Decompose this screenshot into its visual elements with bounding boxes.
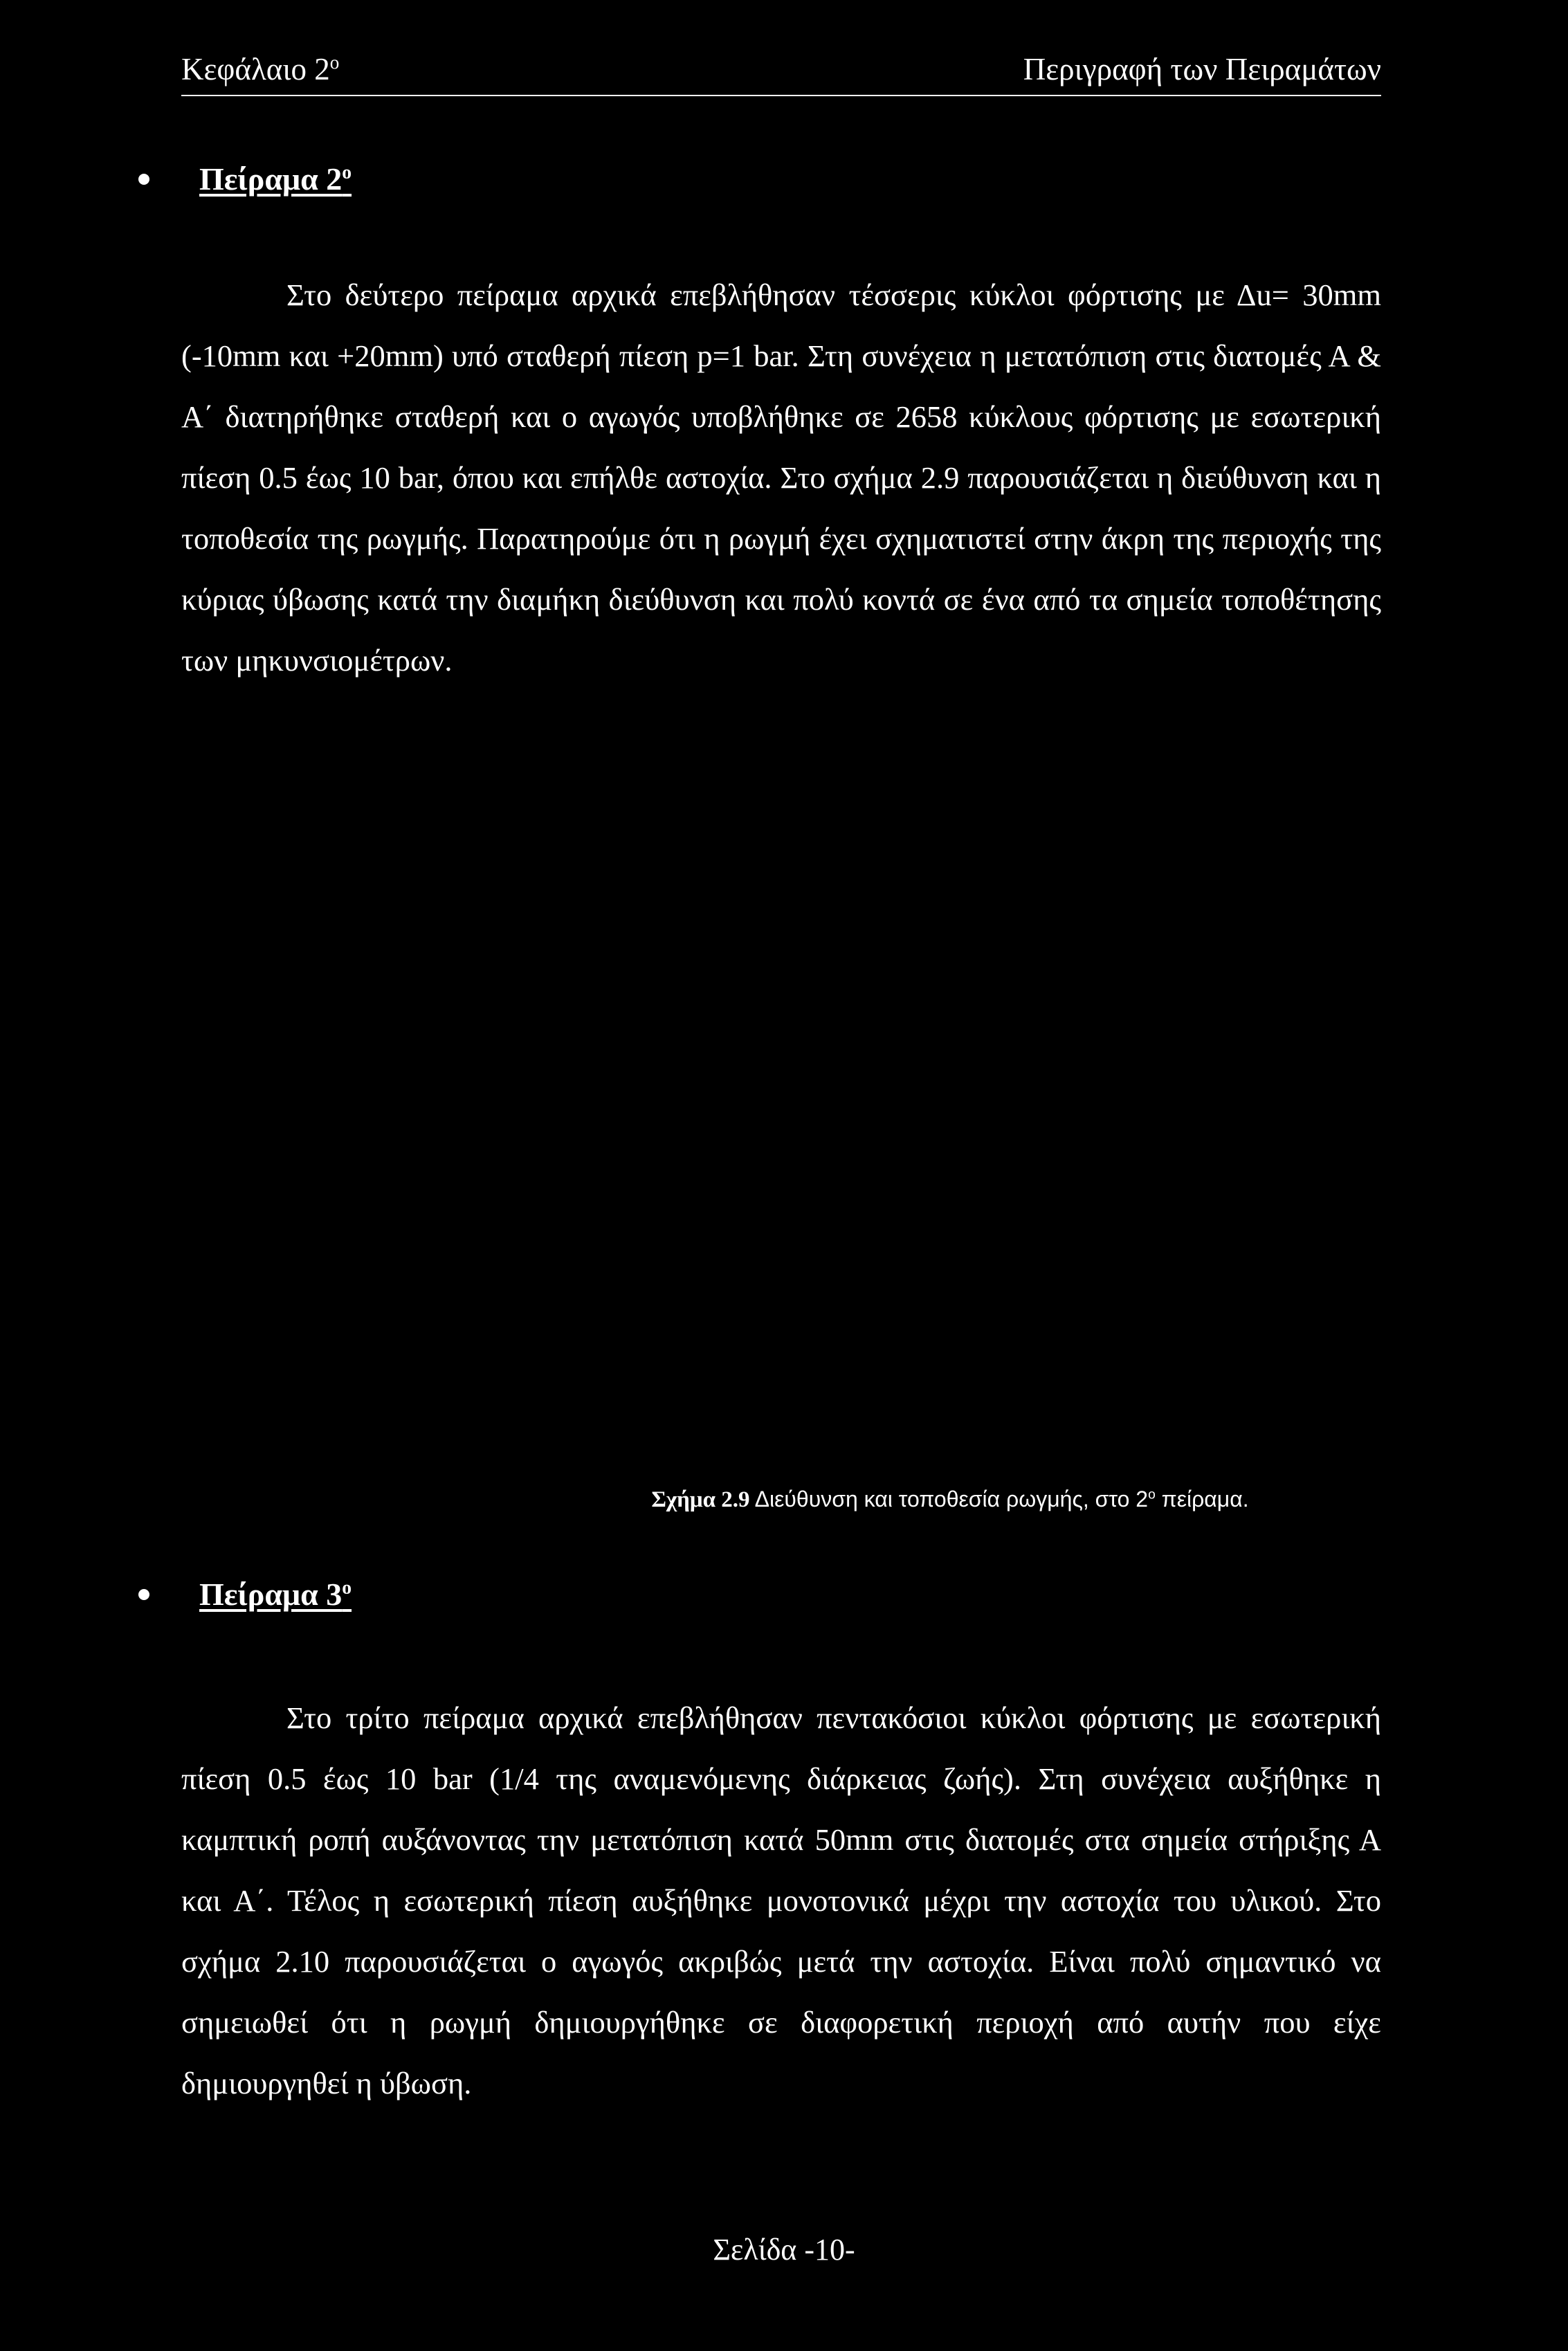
chapter-header [181, 53, 339, 87]
experiment-3-title: Πείραμα 3 [199, 1577, 343, 1612]
chapter-sup: ο [329, 52, 340, 73]
experiment-3-heading [138, 1576, 352, 1613]
header-rule [181, 95, 1381, 96]
experiment-2-heading [138, 161, 352, 197]
page-number: Σελίδα -10- [713, 2233, 855, 2267]
experiment-2-text: Στο δεύτερο πείραμα αρχικά επεβλήθησαν τέσσερις κύκλοι φόρτισης με Δu= 30mm (-10mm και +20mm) υπό σταθερή πίεση p=1 bar. Στη συνέχεια η μετατόπιση στις διατομές Α & Α΄ διατηρήθηκε σταθερή και ο αγωγός υποβλήθηκε σε 2658 κύκλους φόρτισης με εσωτερική πίεση 0.5 έως 10 bar, όπου και επήλθε αστοχία. Στο σχήμα 2.9 παρουσιάζεται η διεύθυνση και η τοποθεσία της ρωγμής. Παρατηρούμε ότι η ρωγμή έχει σχηματιστεί στην άκρη της περιοχής της κύριας ύβωσης κατά την διαμήκη διεύθυνση και πολύ κοντά σε ένα από τα σημεία τοποθέτησης των μηκυνσιομέτρων. [181, 278, 1381, 678]
caption-inner [651, 1487, 1248, 1513]
experiment-3-text: Στο τρίτο πείραμα αρχικά επεβλήθησαν πεντακόσιοι κύκλοι φόρτισης με εσωτερική πίεση 0.5 έως 10 bar (1/4 της αναμενόμενης διάρκειας ζωής). Στη συνέχεια αυξήθηκε η καμπτική ροπή αυξάνοντας την μετατόπιση κατά 50mm στις διατομές στα σημεία στήριξης Α και Α΄. Τέλος η εσωτερική πίεση αυξήθηκε μονοτονικά μέχρι την αστοχία του υλικού. Στο σχήμα 2.10 παρουσιάζεται ο αγωγός ακριβώς μετά την αστοχία. Είναι πολύ σημαντικό να σημειωθεί ότι η ρωγμή δημιουργήθηκε σε διαφορετική περιοχή από αυτήν που είχε δημιουργηθεί η ύβωση. [181, 1700, 1381, 2100]
section-header: Περιγραφή των Πειραμάτων [1023, 52, 1381, 87]
figure-2-9-image [181, 761, 1381, 1453]
experiment-2-sup: ο [342, 161, 352, 183]
bullet-icon [138, 174, 149, 185]
caption-label: Σχήμα 2.9 [651, 1487, 750, 1512]
chapter-label: Κεφάλαιο 2 [181, 52, 330, 87]
experiment-2-title: Πείραμα 2 [199, 161, 343, 197]
bullet-icon [138, 1589, 149, 1600]
caption-tail: πείραμα. [1155, 1487, 1249, 1512]
experiment-3-paragraph [181, 1687, 1381, 2114]
experiment-3-sup: ο [342, 1576, 352, 1598]
figure-caption [0, 1487, 1568, 1513]
experiment-2-paragraph [181, 264, 1381, 691]
caption-sup: ο [1148, 1487, 1156, 1503]
caption-text: Διεύθυνση και τοποθεσία ρωγμής, στο 2 [749, 1487, 1149, 1512]
